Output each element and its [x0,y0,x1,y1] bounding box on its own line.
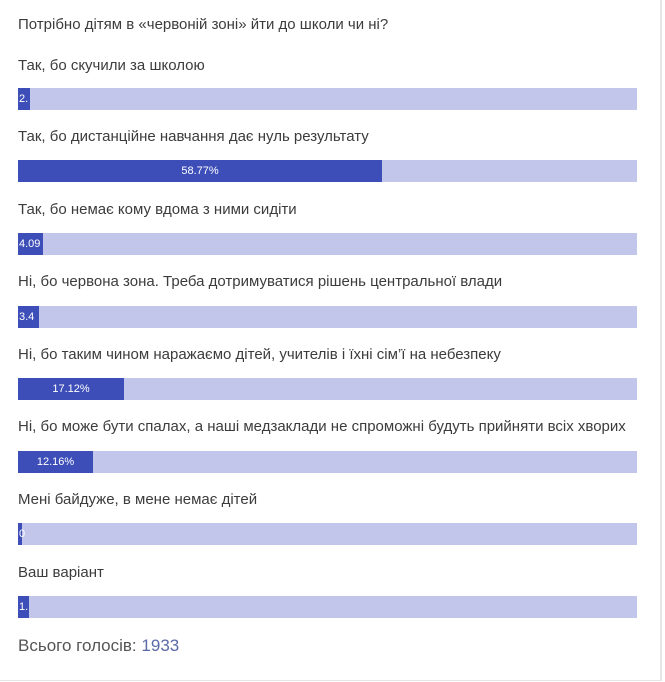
option-bar-fill-3: 4.09 [18,233,43,255]
option-bar-fill-4: 3.4 [18,306,39,328]
option-bar-7[interactable] [18,523,637,545]
option-label-6: Ні, бо може бути спалах, а наші медзаклади не спроможні будуть прийняти всіх хворих [18,418,626,435]
option-bar-fill-7: 0 [18,523,22,545]
option-bar-2[interactable] [18,160,637,182]
option-bar-fill-5: 17.12% [18,378,124,400]
total-votes [18,636,179,656]
option-bar-8[interactable] [18,596,637,618]
option-bar-6[interactable] [18,451,637,473]
option-label-4: Ні, бо червона зона. Треба дотримуватися рішень центральної влади [18,273,503,290]
option-bar-1[interactable] [18,88,637,110]
poll-question: Потрібно дітям в «червоній зоні» йти до школи чи ні? [18,16,389,33]
option-label-3: Так, бо немає кому вдома з ними сидіти [18,201,297,218]
option-bar-fill-6: 12.16% [18,451,93,473]
option-bar-fill-8: 1. [18,596,29,618]
option-label-1: Так, бо скучили за школою [18,57,205,74]
total-votes-label: Всього голосів: [18,636,137,655]
option-bar-4[interactable] [18,306,637,328]
option-bar-5[interactable] [18,378,637,400]
option-label-8: Ваш варіант [18,564,104,581]
option-bar-fill-2: 58.77% [18,160,382,182]
option-label-7: Мені байдуже, в мене немає дітей [18,491,258,508]
total-votes-count: 1933 [141,636,180,655]
option-label-2: Так, бо дистанційне навчання дає нуль результату [18,128,369,145]
option-bar-fill-1: 2. [18,88,30,110]
option-label-5: Ні, бо таким чином наражаємо дітей, учителів і їхні сім’ї на небезпеку [18,346,501,363]
option-bar-3[interactable] [18,233,637,255]
